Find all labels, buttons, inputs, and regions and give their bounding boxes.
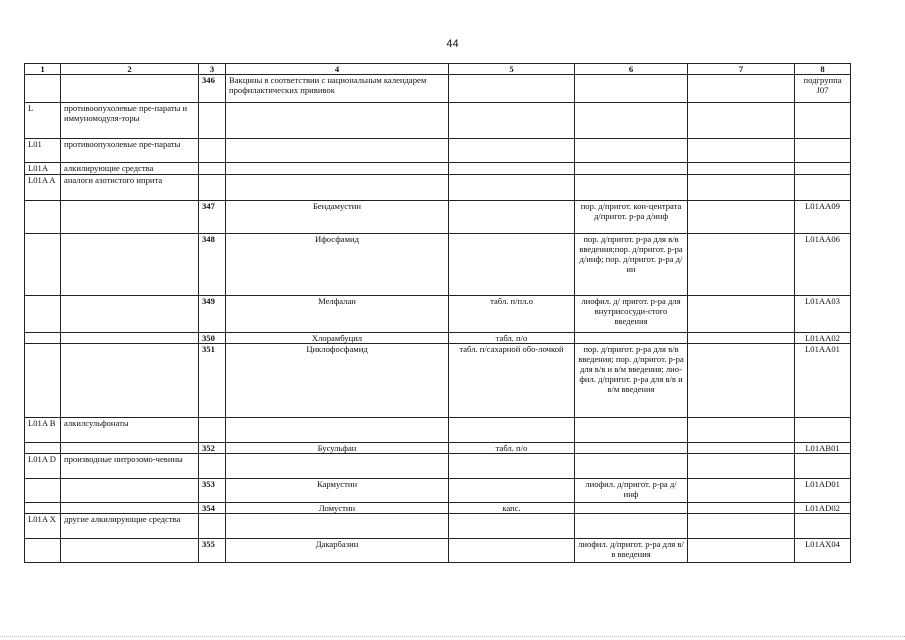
table-row — [25, 539, 851, 563]
injection-form-cell: пор. д/пригот. кон-центрата д/пригот. р-ра д/инф — [575, 201, 688, 234]
row-number-cell — [199, 418, 226, 443]
row-number-cell: 350 — [199, 333, 226, 344]
other-form-cell — [688, 139, 795, 163]
atc-code-cell — [25, 234, 61, 296]
table-row — [25, 344, 851, 418]
atc-code-cell: L01A X — [25, 514, 61, 539]
row-number-cell: 354 — [199, 503, 226, 514]
atc-drug-code-cell: L01AA02 — [795, 333, 851, 344]
drug-name-cell: Бендамустин — [226, 201, 449, 234]
drug-name-cell: Вакцины в соответствии с национальным календарем профилактических прививок — [226, 75, 449, 103]
table-row — [25, 234, 851, 296]
injection-form-cell — [575, 163, 688, 175]
column-header: 8 — [795, 64, 851, 75]
injection-form-cell — [575, 333, 688, 344]
table-row — [25, 443, 851, 454]
drug-name-cell — [226, 139, 449, 163]
injection-form-cell — [575, 418, 688, 443]
row-number-cell: 353 — [199, 479, 226, 503]
atc-code-cell — [25, 539, 61, 563]
drug-name-cell: Бусульфан — [226, 443, 449, 454]
atc-code-cell — [25, 503, 61, 514]
other-form-cell — [688, 479, 795, 503]
drug-name-cell: Дакарбазин — [226, 539, 449, 563]
other-form-cell — [688, 234, 795, 296]
atc-drug-code-cell — [795, 163, 851, 175]
row-number-cell — [199, 514, 226, 539]
injection-form-cell: лиофил. д/ пригот. р-ра для внутрисосуди-стого введения — [575, 296, 688, 333]
atc-drug-code-cell: подгруппа J07 — [795, 75, 851, 103]
atc-group-cell — [61, 296, 199, 333]
atc-group-cell — [61, 344, 199, 418]
column-header-row — [25, 64, 851, 75]
column-header: 1 — [25, 64, 61, 75]
atc-group-cell — [61, 539, 199, 563]
table-row — [25, 514, 851, 539]
drug-name-cell: Мелфалан — [226, 296, 449, 333]
atc-group-cell — [61, 479, 199, 503]
atc-drug-code-cell: L01AA03 — [795, 296, 851, 333]
drug-name-cell: Хлорамбуцил — [226, 333, 449, 344]
atc-drug-code-cell: L01AA09 — [795, 201, 851, 234]
oral-form-cell — [449, 139, 575, 163]
drug-name-cell — [226, 418, 449, 443]
oral-form-cell — [449, 479, 575, 503]
row-number-cell — [199, 163, 226, 175]
atc-code-cell: L01A D — [25, 454, 61, 479]
table-row — [25, 479, 851, 503]
table-row — [25, 201, 851, 234]
injection-form-cell — [575, 75, 688, 103]
drug-name-cell: Ломустин — [226, 503, 449, 514]
atc-code-cell: L01 — [25, 139, 61, 163]
atc-code-cell — [25, 75, 61, 103]
row-number-cell: 348 — [199, 234, 226, 296]
atc-drug-code-cell: L01AA06 — [795, 234, 851, 296]
atc-drug-code-cell: L01AD02 — [795, 503, 851, 514]
atc-drug-code-cell — [795, 514, 851, 539]
other-form-cell — [688, 103, 795, 139]
atc-drug-code-cell: L01AB01 — [795, 443, 851, 454]
row-number-cell — [199, 103, 226, 139]
oral-form-cell: табл. п/пл.о — [449, 296, 575, 333]
atc-code-cell — [25, 443, 61, 454]
table-row — [25, 139, 851, 163]
other-form-cell — [688, 175, 795, 201]
atc-group-cell — [61, 443, 199, 454]
injection-form-cell — [575, 103, 688, 139]
other-form-cell — [688, 163, 795, 175]
row-number-cell: 347 — [199, 201, 226, 234]
injection-form-cell — [575, 139, 688, 163]
column-header: 3 — [199, 64, 226, 75]
injection-form-cell — [575, 454, 688, 479]
table-row — [25, 503, 851, 514]
row-number-cell — [199, 454, 226, 479]
drug-table — [24, 63, 851, 563]
drug-name-cell — [226, 163, 449, 175]
column-header: 6 — [575, 64, 688, 75]
row-number-cell — [199, 139, 226, 163]
oral-form-cell — [449, 234, 575, 296]
oral-form-cell: капс. — [449, 503, 575, 514]
atc-group-cell — [61, 75, 199, 103]
drug-name-cell: Циклофосфамид — [226, 344, 449, 418]
column-header: 2 — [61, 64, 199, 75]
row-number-cell: 355 — [199, 539, 226, 563]
oral-form-cell — [449, 514, 575, 539]
atc-group-cell: другие алкилирующие средства — [61, 514, 199, 539]
injection-form-cell — [575, 503, 688, 514]
injection-form-cell — [575, 443, 688, 454]
atc-drug-code-cell: L01AA01 — [795, 344, 851, 418]
injection-form-cell: лиофил. д/пригот. р-ра для в/в введения — [575, 539, 688, 563]
table-row — [25, 296, 851, 333]
drug-name-cell — [226, 103, 449, 139]
other-form-cell — [688, 418, 795, 443]
other-form-cell — [688, 201, 795, 234]
other-form-cell — [688, 333, 795, 344]
oral-form-cell: табл. п/сахарной обо-лочкой — [449, 344, 575, 418]
row-number-cell: 349 — [199, 296, 226, 333]
oral-form-cell — [449, 75, 575, 103]
atc-code-cell — [25, 201, 61, 234]
atc-group-cell: противоопухолевые пре-параты — [61, 139, 199, 163]
column-header: 4 — [226, 64, 449, 75]
other-form-cell — [688, 454, 795, 479]
other-form-cell — [688, 503, 795, 514]
atc-group-cell — [61, 503, 199, 514]
drug-name-cell: Кармустин — [226, 479, 449, 503]
atc-code-cell: L01A A — [25, 175, 61, 201]
row-number-cell: 351 — [199, 344, 226, 418]
atc-group-cell: противоопухолевые пре-параты и иммуномодуля-торы — [61, 103, 199, 139]
oral-form-cell — [449, 175, 575, 201]
drug-name-cell — [226, 454, 449, 479]
column-header: 7 — [688, 64, 795, 75]
oral-form-cell — [449, 454, 575, 479]
table-row — [25, 418, 851, 443]
oral-form-cell — [449, 103, 575, 139]
atc-drug-code-cell — [795, 418, 851, 443]
atc-drug-code-cell — [795, 175, 851, 201]
row-number-cell — [199, 175, 226, 201]
drug-name-cell — [226, 514, 449, 539]
atc-drug-code-cell — [795, 103, 851, 139]
drug-name-cell: Ифосфамид — [226, 234, 449, 296]
atc-drug-code-cell — [795, 454, 851, 479]
column-header: 5 — [449, 64, 575, 75]
table-row — [25, 175, 851, 201]
atc-drug-code-cell — [795, 139, 851, 163]
atc-code-cell — [25, 333, 61, 344]
atc-code-cell: L01A B — [25, 418, 61, 443]
injection-form-cell — [575, 514, 688, 539]
oral-form-cell — [449, 201, 575, 234]
atc-code-cell: L — [25, 103, 61, 139]
other-form-cell — [688, 296, 795, 333]
oral-form-cell: табл. п/о — [449, 443, 575, 454]
other-form-cell — [688, 75, 795, 103]
oral-form-cell — [449, 163, 575, 175]
table-row — [25, 454, 851, 479]
atc-drug-code-cell: L01AD01 — [795, 479, 851, 503]
injection-form-cell: лиофил. д/пригот. р-ра д/инф — [575, 479, 688, 503]
other-form-cell — [688, 539, 795, 563]
row-number-cell: 346 — [199, 75, 226, 103]
oral-form-cell — [449, 539, 575, 563]
injection-form-cell — [575, 175, 688, 201]
table-row — [25, 333, 851, 344]
atc-group-cell — [61, 234, 199, 296]
table-row — [25, 103, 851, 139]
atc-group-cell — [61, 201, 199, 234]
other-form-cell — [688, 443, 795, 454]
atc-group-cell: аналоги азотистого иприта — [61, 175, 199, 201]
atc-code-cell — [25, 344, 61, 418]
atc-group-cell — [61, 333, 199, 344]
atc-code-cell: L01A — [25, 163, 61, 175]
oral-form-cell: табл. п/о — [449, 333, 575, 344]
atc-group-cell: алкилсульфонаты — [61, 418, 199, 443]
table-row — [25, 163, 851, 175]
page-number: 44 — [446, 38, 459, 50]
injection-form-cell: пор. д/пригот. р-ра для в/в введения;пор. д/пригот. р-ра д/инф; пор. д/пригот. р-ра д/ин — [575, 234, 688, 296]
atc-code-cell — [25, 479, 61, 503]
other-form-cell — [688, 514, 795, 539]
atc-code-cell — [25, 296, 61, 333]
row-number-cell: 352 — [199, 443, 226, 454]
oral-form-cell — [449, 418, 575, 443]
atc-group-cell: алкилирующие средства — [61, 163, 199, 175]
atc-drug-code-cell: L01AX04 — [795, 539, 851, 563]
drug-name-cell — [226, 175, 449, 201]
page-bottom-edge — [0, 636, 905, 637]
injection-form-cell: пор. д/пригот. р-ра для в/в введения; пор. д/пригот. р-ра для в/в и в/м введения; лио-фил. д/пригот. р-ра для в/в и в/м введения — [575, 344, 688, 418]
table-row — [25, 75, 851, 103]
atc-group-cell: производные нитрозомо-чевины — [61, 454, 199, 479]
other-form-cell — [688, 344, 795, 418]
